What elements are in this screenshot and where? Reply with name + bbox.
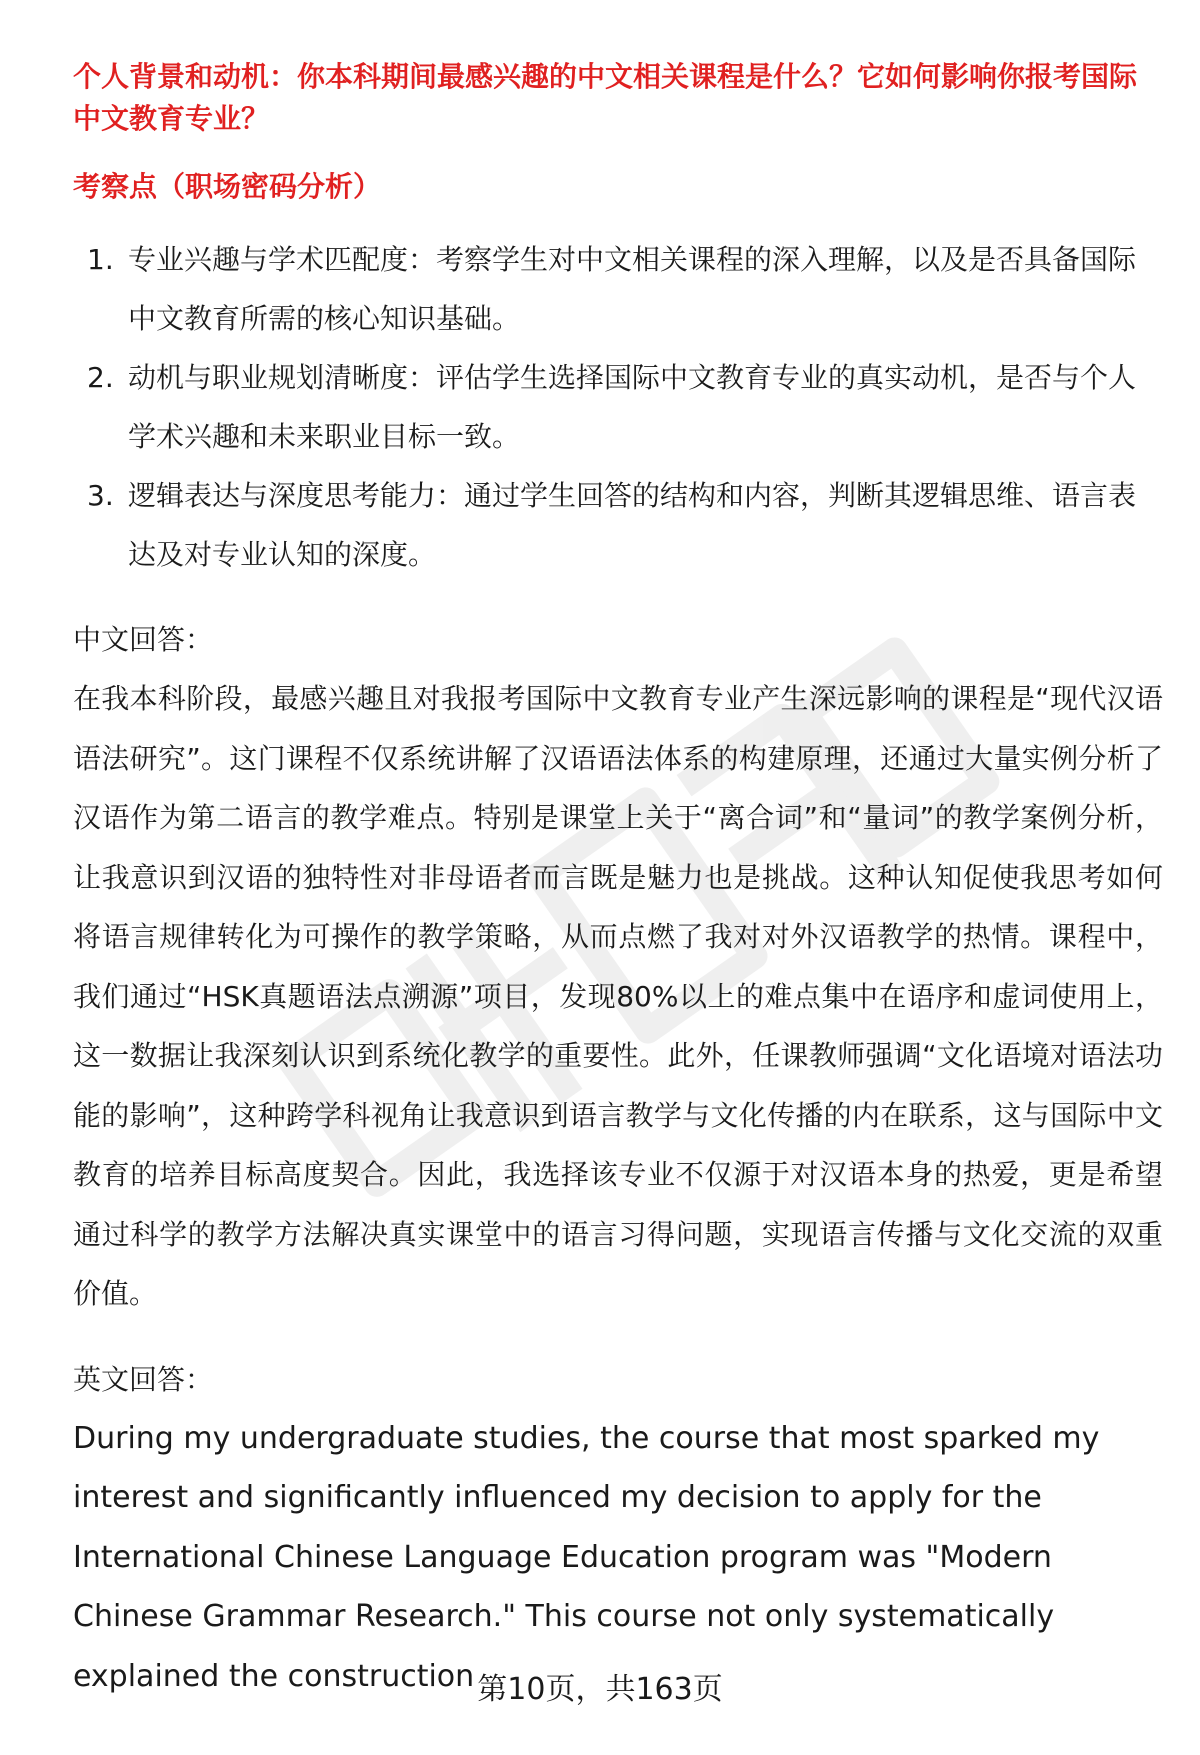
list-number: 3. [87, 479, 114, 512]
list-item-text: 动机与职业规划清晰度：评估学生选择国际中文教育专业的真实动机，是否与个人学术兴趣和未来职业目标一致。 [128, 361, 1137, 453]
page-number-footer: 第10页，共163页 [477, 1672, 723, 1707]
chinese-answer-label: 中文回答： [73, 623, 214, 656]
list-item-text: 逻辑表达与深度思考能力：通过学生回答的结构和内容，判断其逻辑思维、语言表达及对专业认知的深度。 [128, 479, 1137, 571]
list-item-text: 专业兴趣与学术匹配度：考察学生对中文相关课程的深入理解，以及是否具备国际中文教育所需的核心知识基础。 [128, 243, 1137, 335]
english-answer-label: 英文回答： [73, 1362, 214, 1396]
list-item [73, 348, 1163, 466]
chinese-answer-text: 在我本科阶段，最感兴趣且对我报考国际中文教育专业产生深远影响的课程是“现代汉语语法研究”。这门课程不仅系统讲解了汉语语法体系的构建原理，还通过大量实例分析了汉语作为第二语言的教学难点。特别是课堂上关于“离合词”和“量词”的教学案例分析，让我意识到汉语的独特性对非母语者而言既是魅力也是挑战。这种认知促使我思考如何将语言规律转化为可操作的教学策略，从而点燃了我对对外汉语教学的热情。课程中，我们通过“HSK真题语法点溯源”项目，发现80%以上的难点集中在语序和虚词使用上，这一数据让我深刻认识到系统化教学的重要性。此外，任课教师强调“文化语境对语法功能的影响”，这种跨学科视角让我意识到语言教学与文化传播的内在联系，这与国际中文教育的培养目标高度契合。因此，我选择该专业不仅源于对汉语本身的热爱，更是希望通过科学的教学方法解决真实课堂中的语言习得问题，实现语言传播与文化交流的双重价值。 [73, 682, 1163, 1310]
assessment-points-list [73, 230, 1163, 584]
section-title: 考察点（职场密码分析） [73, 170, 382, 203]
list-number: 1. [87, 243, 114, 276]
list-item [73, 230, 1163, 348]
english-answer-text: During my undergraduate studies, the course that most sparked my interest and significantly influenced my decision to apply for the International Chinese Language Education program was "Modern Chinese Grammar Research." This course not only systematically explained the construction [73, 1420, 1100, 1694]
list-number: 2. [87, 361, 114, 394]
question-heading: 个人背景和动机：你本科期间最感兴趣的中文相关课程是什么？它如何影响你报考国际中文教育专业？ [73, 60, 1138, 135]
main-content [73, 56, 1163, 1706]
list-item [73, 466, 1163, 584]
